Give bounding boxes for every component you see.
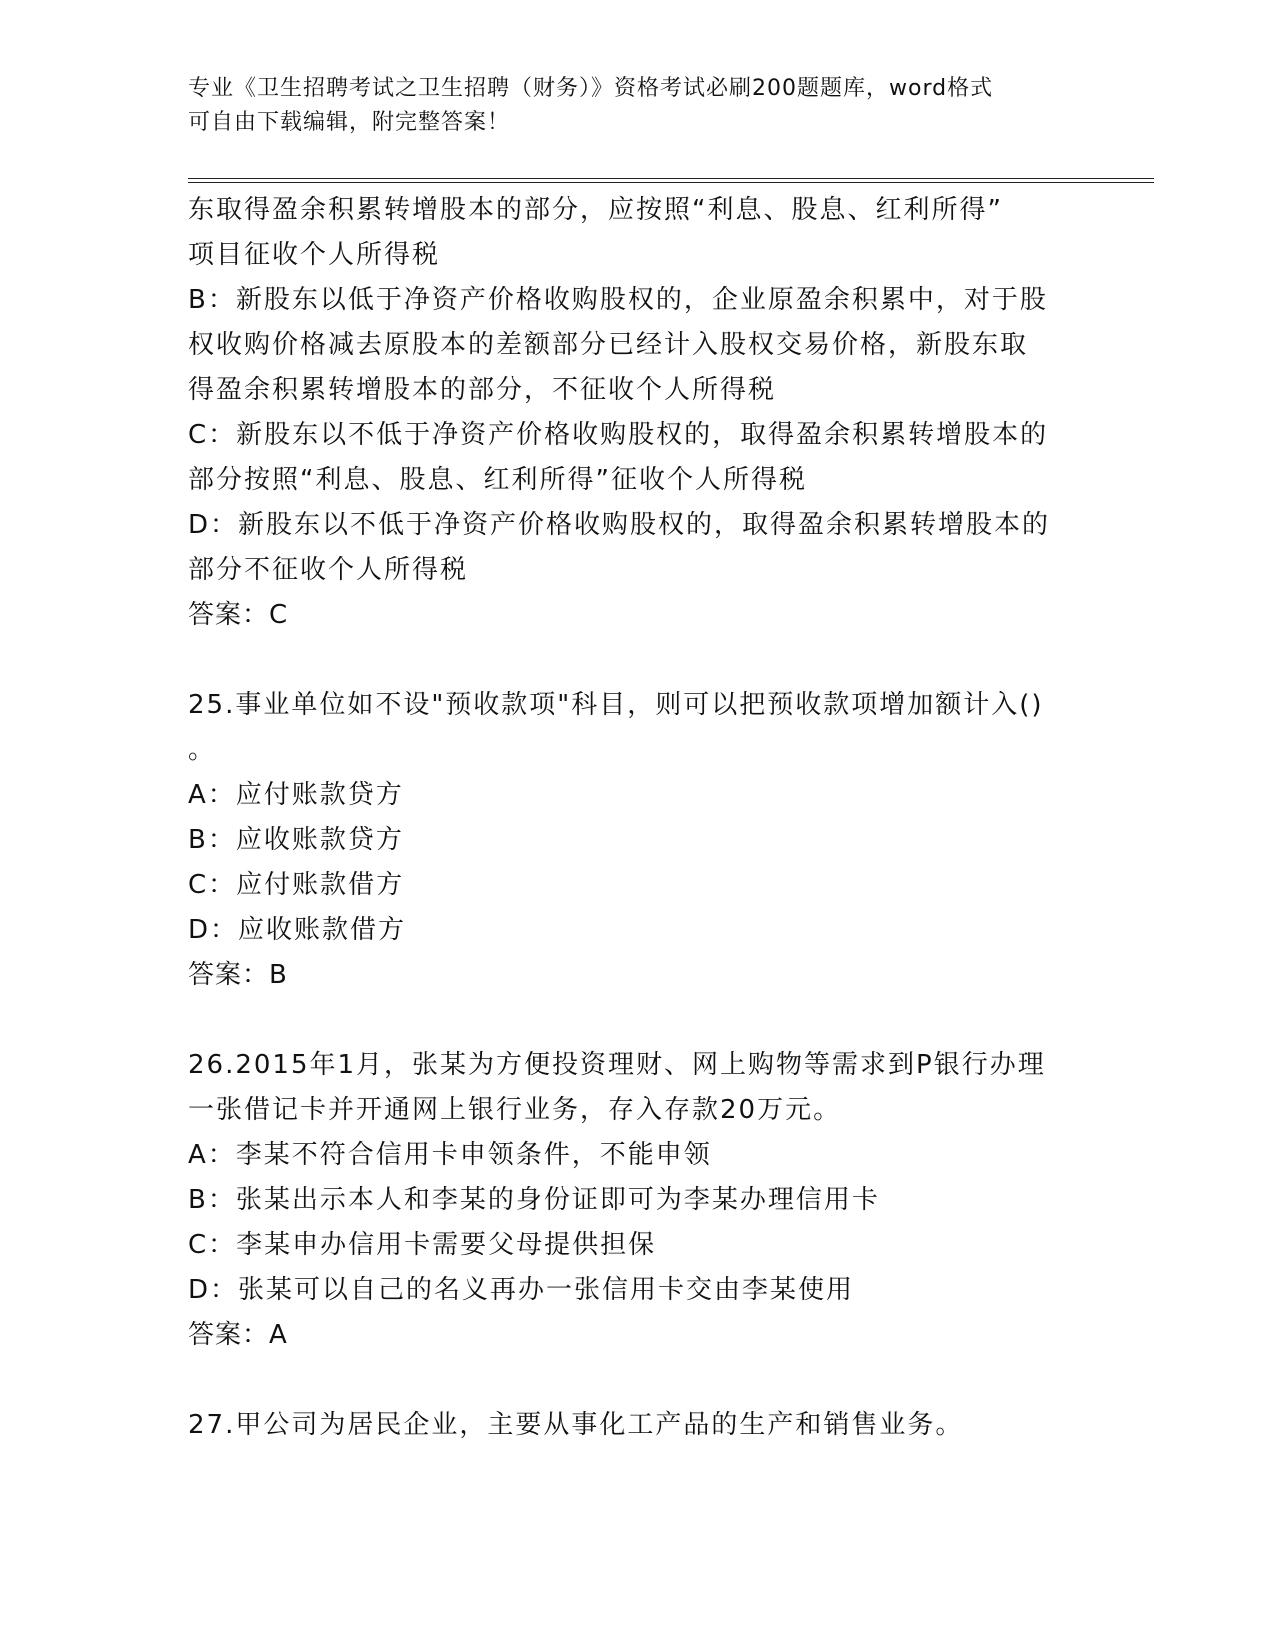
option-b: B：张某出示本人和李某的身份证即可为李某办理信用卡 [188, 1185, 880, 1215]
question-stem-line-1: 27.甲公司为居民企业，主要从事化工产品的生产和销售业务。 [188, 1410, 964, 1440]
option-a-continued-line-1: 东取得盈余积累转增股本的部分，应按照“利息、股息、红利所得” [188, 195, 1003, 225]
question-stem-line-1: 26.2015年1月，张某为方便投资理财、网上购物等需求到P银行办理 [188, 1050, 1046, 1080]
document-body [188, 188, 1088, 1448]
document-header [188, 72, 1088, 140]
question-24-continued [188, 188, 1088, 638]
spacer [188, 1358, 1088, 1403]
option-d: D：张某可以自己的名义再办一张信用卡交由李某使用 [188, 1275, 855, 1305]
answer-line: 答案：A [188, 1320, 288, 1350]
question-25 [188, 683, 1088, 998]
answer-line: 答案：B [188, 960, 288, 990]
spacer [188, 998, 1088, 1043]
spacer [188, 638, 1088, 683]
option-c: C：李某申办信用卡需要父母提供担保 [188, 1230, 657, 1260]
option-b-line-3: 得盈余积累转增股本的部分，不征收个人所得税 [188, 375, 777, 405]
option-c-line-1: C：新股东以不低于净资产价格收购股权的，取得盈余积累转增股本的 [188, 420, 1049, 450]
question-stem-line-2: 。 [188, 735, 217, 765]
option-b: B：应收账款贷方 [188, 825, 404, 855]
option-a: A：李某不符合信用卡申领条件，不能申领 [188, 1140, 712, 1170]
option-c: C：应付账款借方 [188, 870, 405, 900]
question-27 [188, 1403, 1088, 1448]
header-line-1: 专业《卫生招聘考试之卫生招聘（财务）》资格考试必刷200题题库，word格式 [188, 76, 994, 101]
question-26 [188, 1043, 1088, 1358]
header-line-2: 可自由下载编辑，附完整答案！ [188, 110, 511, 135]
question-stem-line-2: 一张借记卡并开通网上银行业务，存入存款20万元。 [188, 1095, 842, 1125]
header-divider-bottom [188, 182, 1154, 183]
option-d-line-1: D：新股东以不低于净资产价格收购股权的，取得盈余积累转增股本的 [188, 510, 1051, 540]
option-b-line-1: B：新股东以低于净资产价格收购股权的，企业原盈余积累中，对于股 [188, 285, 1048, 315]
option-a-continued-line-2: 项目征收个人所得税 [188, 240, 441, 270]
option-c-line-2: 部分按照“利息、股息、红利所得”征收个人所得税 [188, 465, 807, 495]
header-divider-top [188, 178, 1154, 179]
option-b-line-2: 权收购价格减去原股本的差额部分已经计入股权交易价格，新股东取 [188, 330, 1029, 360]
answer-line: 答案：C [188, 600, 289, 630]
option-a: A：应付账款贷方 [188, 780, 404, 810]
question-stem-line-1: 25.事业单位如不设"预收款项"科目，则可以把预收款项增加额计入() [188, 690, 1044, 720]
option-d: D：应收账款借方 [188, 915, 407, 945]
option-d-line-2: 部分不征收个人所得税 [188, 555, 469, 585]
